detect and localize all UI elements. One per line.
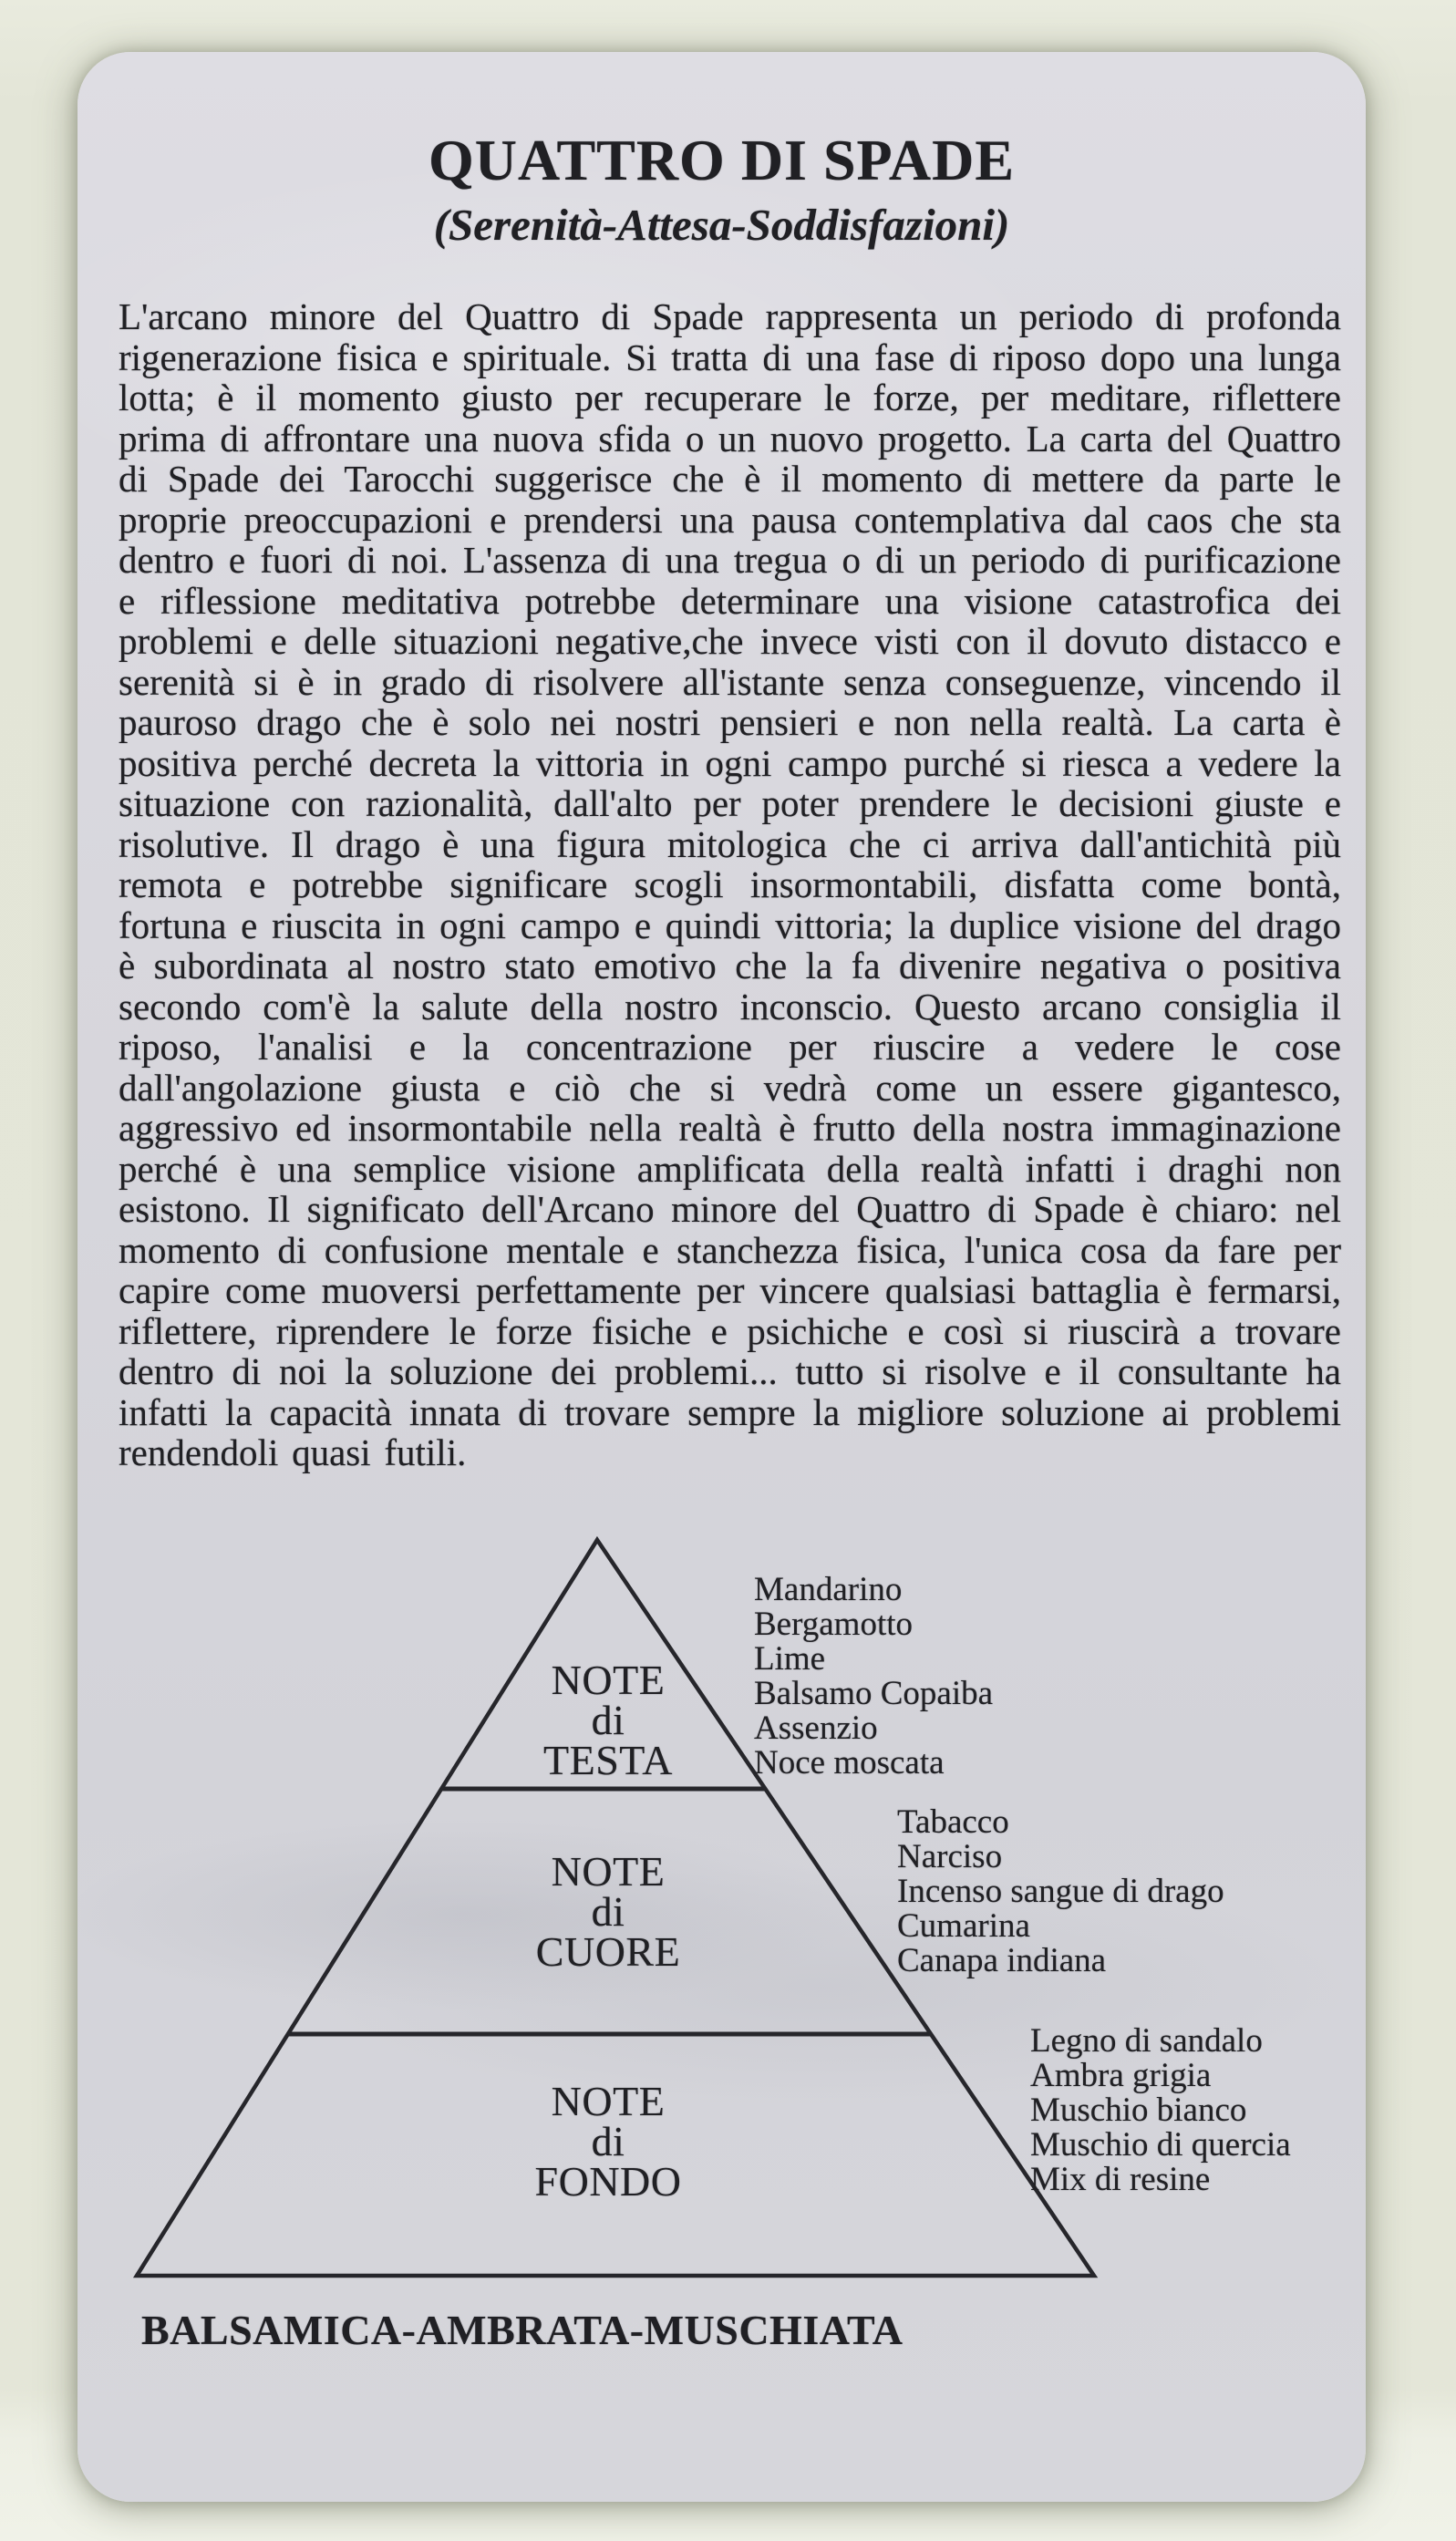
- heart-notes-list: [897, 1805, 1224, 1978]
- label-line: di: [591, 1697, 625, 1743]
- card-subtitle: (Serenità-Attesa-Soddisfazioni): [433, 200, 1010, 250]
- label-line: NOTE: [551, 2078, 666, 2124]
- pyramid-label-cuore: [444, 1848, 772, 1975]
- note-item: Narciso: [897, 1838, 1003, 1875]
- pyramid-label-fondo: [444, 2078, 772, 2205]
- label-line: NOTE: [551, 1657, 666, 1703]
- label-line: FONDO: [534, 2158, 682, 2205]
- card-description: L'arcano minore del Quattro di Spade rappresenta un periodo di profonda rigenerazione fisica e spirituale. Si tratta di una fase di riposo dopo una lunga lotta; è il momento giusto per recuperare le forze, per meditare, riflettere prima di affrontare una nuova sfida o un nuovo progetto. La carta del Quattro di Spade dei Tarocchi suggerisce che è il momento di mettere da parte le proprie preoccupazioni e prendersi una pausa contemplativa dal caos che sta dentro e fuori di noi. L'assenza di una tregua o di un periodo di purificazione e riflessione meditativa potrebbe determinare una visione catastrofica dei problemi e delle situazioni negative,che invece visti con il dovuto distacco e serenità si è in grado di risolvere all'istante senza conseguenze, vincendo il pauroso drago che è solo nei nostri pensieri e non nella realtà. La carta è positiva perché decreta la vittoria in ogni campo purché si riesca a vedere la situazione con razionalità, dall'alto per poter prendere le decisioni giuste e risolutive. Il drago è una figura mitologica che ci arriva dall'antichità più remota e potrebbe significare scogli insormontabili, disfatta come bontà, fortuna e riuscita in ogni campo e quindi vittoria; la duplice visione del drago è subordinata al nostro stato emotivo che la fa divenire negativa o positiva secondo com'è la salute della nostro inconscio. Questo arcano consiglia il riposo, l'analisi e la concentrazione per riuscire a vedere le cose dall'angolazione giusta e ciò che si vedrà come un essere gigantesco, aggressivo ed insormontabile nella realtà è frutto della nostra immaginazione perché è una semplice visione amplificata della realtà infatti i draghi non esistono. Il significato dell'Arcano minore del Quattro di Spade è chiaro: nel momento di confusione mentale e stanchezza fisica, l'unica cosa da fare per capire come muoversi perfettamente per vincere qualsiasi battaglia è fermarsi, riflettere, riprendere le forze fisiche e psichiche e così si riuscirà a trovare dentro di noi la soluzione dei problemi... tutto si risolve e il consultante ha infatti la capacità innata di trovare sempre la migliore soluzione ai problemi rendendoli quasi futili.: [119, 295, 1341, 1473]
- note-item: Noce moscata: [754, 1744, 945, 1782]
- card-title: QUATTRO DI SPADE: [428, 128, 1016, 192]
- note-item: Tabacco: [897, 1803, 1009, 1841]
- note-item: Mandarino: [754, 1571, 903, 1608]
- note-item: Bergamotto: [754, 1606, 914, 1643]
- tarot-fragrance-card: [77, 52, 1366, 2502]
- note-item: Legno di sandalo: [1030, 2022, 1263, 2060]
- label-line: di: [591, 1888, 625, 1935]
- note-item: Ambra grigia: [1030, 2057, 1212, 2094]
- note-item: Canapa indiana: [897, 1942, 1107, 1979]
- note-item: Mix di resine: [1030, 2161, 1211, 2198]
- label-line: NOTE: [551, 1848, 666, 1895]
- note-item: Muschio bianco: [1030, 2092, 1247, 2129]
- note-item: Cumarina: [897, 1907, 1030, 1945]
- label-line: TESTA: [543, 1737, 673, 1783]
- note-item: Assenzio: [754, 1709, 878, 1747]
- base-notes-list: [1030, 2024, 1291, 2197]
- note-item: Balsamo Copaiba: [754, 1675, 994, 1712]
- note-item: Incenso sangue di drago: [897, 1873, 1224, 1910]
- accord-footer: BALSAMICA-AMBRATA-MUSCHIATA: [141, 2307, 904, 2353]
- label-line: di: [591, 2118, 625, 2164]
- pyramid-label-testa: [444, 1657, 772, 1783]
- top-notes-list: [754, 1573, 993, 1781]
- note-item: Muschio di quercia: [1030, 2126, 1291, 2164]
- label-line: CUORE: [535, 1928, 681, 1975]
- note-item: Lime: [754, 1640, 826, 1678]
